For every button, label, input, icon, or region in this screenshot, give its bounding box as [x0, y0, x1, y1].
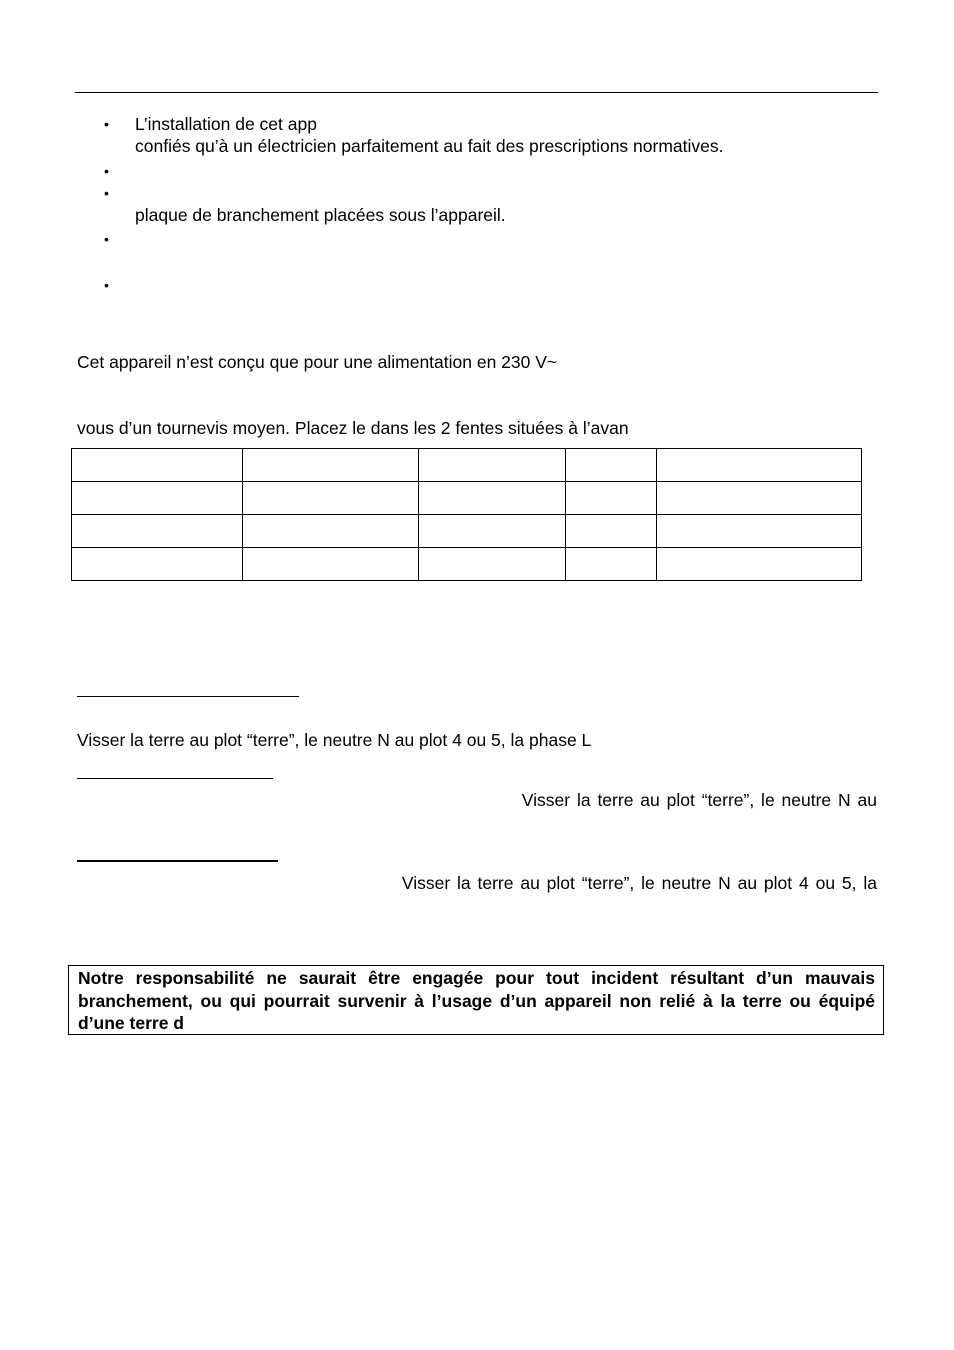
- bullet-marker: •: [104, 116, 109, 132]
- table-cell: [566, 548, 657, 581]
- voltage-paragraph: Cet appareil n’est conçu que pour une alimentation en 230 V~: [77, 352, 558, 372]
- table-cell: [243, 515, 419, 548]
- table-cell: [243, 482, 419, 515]
- section-heading-underline: [77, 696, 299, 697]
- table-cell: [419, 515, 566, 548]
- table-cell: [72, 515, 243, 548]
- table-cell: [419, 548, 566, 581]
- table-cell: [566, 449, 657, 482]
- table-row: [72, 449, 862, 482]
- table-cell: [566, 482, 657, 515]
- bullet-marker: •: [104, 185, 109, 201]
- table-cell: [72, 449, 243, 482]
- table-cell: [419, 449, 566, 482]
- wiring-paragraph-2: Visser la terre au plot “terre”, le neutre N au: [521, 790, 877, 810]
- table-cell: [243, 449, 419, 482]
- table-row: [72, 482, 862, 515]
- table-cell: [72, 482, 243, 515]
- liability-notice: Notre responsabilité ne saurait être engagée pour tout incident résultant d’un mauvais branchement, ou qui pourrait survenir à l’usage d’un appareil non relié à la terre ou équipé d’une terre d: [68, 965, 884, 1035]
- table-row: [72, 515, 862, 548]
- bullet-marker: •: [104, 277, 109, 293]
- table-cell: [657, 482, 862, 515]
- table-cell: [566, 515, 657, 548]
- bullet-marker: •: [104, 163, 109, 179]
- table-cell: [657, 548, 862, 581]
- table-cell: [419, 482, 566, 515]
- table-cell: [657, 449, 862, 482]
- bullet-1-line-1: L’installation de cet app: [135, 114, 317, 134]
- section-heading-underline: [77, 778, 273, 779]
- screwdriver-paragraph: vous d’un tournevis moyen. Placez le dans les 2 fentes situées à l’avan: [77, 418, 629, 438]
- wiring-paragraph-3: Visser la terre au plot “terre”, le neutre N au plot 4 ou 5, la: [401, 873, 877, 893]
- header-rule: [75, 92, 878, 93]
- section-heading-underline: [77, 860, 278, 862]
- bullet-3-line-2: plaque de branchement placées sous l’appareil.: [135, 205, 506, 225]
- bullet-1-line-2: confiés qu’à un électricien parfaitement au fait des prescriptions normatives.: [135, 136, 724, 156]
- table-cell: [72, 548, 243, 581]
- table-cell: [243, 548, 419, 581]
- bullet-marker: •: [104, 231, 109, 247]
- connection-table: [71, 448, 862, 581]
- wiring-paragraph-1: Visser la terre au plot “terre”, le neutre N au plot 4 ou 5, la phase L: [77, 730, 592, 750]
- table-cell: [657, 515, 862, 548]
- table-row: [72, 548, 862, 581]
